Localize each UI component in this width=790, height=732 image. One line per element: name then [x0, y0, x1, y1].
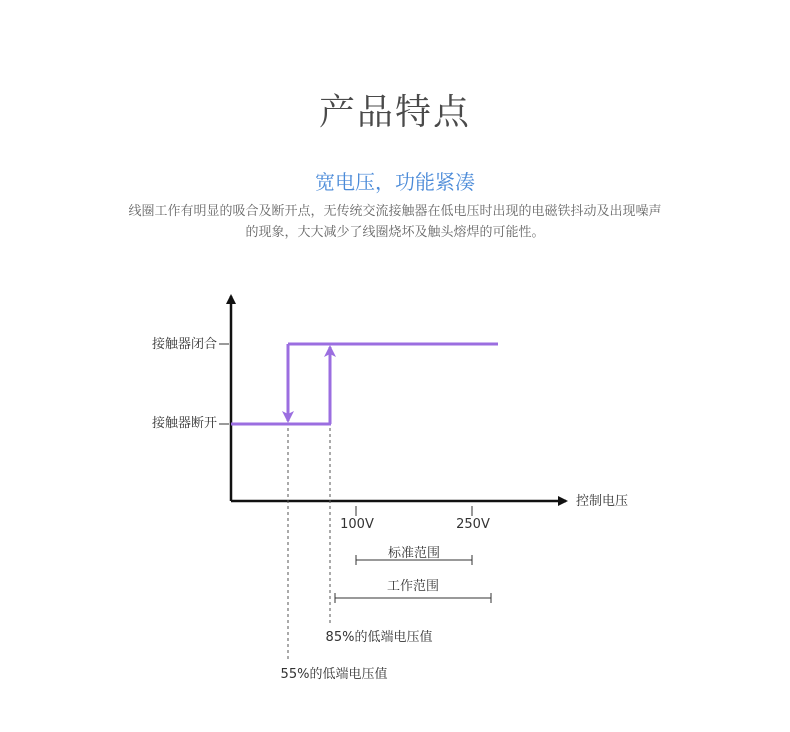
- standard-range-label: 标准范围: [387, 546, 441, 561]
- label-85-percent: 85%的低端电压值: [325, 630, 433, 645]
- x-axis-label: 控制电压: [576, 494, 629, 509]
- section-subtitle: 宽电压，功能紧凑: [315, 170, 475, 194]
- x-tick-label-100: 100V: [340, 517, 374, 532]
- label-55-percent: 55%的低端电压值: [280, 667, 388, 682]
- y-label-open: 接触器断开: [151, 416, 217, 431]
- description-line-2: 的现象，大大减少了线圈烧坏及触头熔焊的可能性。: [245, 225, 545, 240]
- y-label-closed: 接触器闭合: [151, 337, 217, 352]
- description-line-1: 线圈工作有明显的吸合及断开点，无传统交流接触器在低电压时出现的电磁铁抖动及出现噪声: [128, 204, 662, 219]
- working-range-label: 工作范围: [386, 579, 440, 594]
- page-title: 产品特点: [318, 92, 471, 133]
- x-tick-label-250: 250V: [456, 517, 490, 532]
